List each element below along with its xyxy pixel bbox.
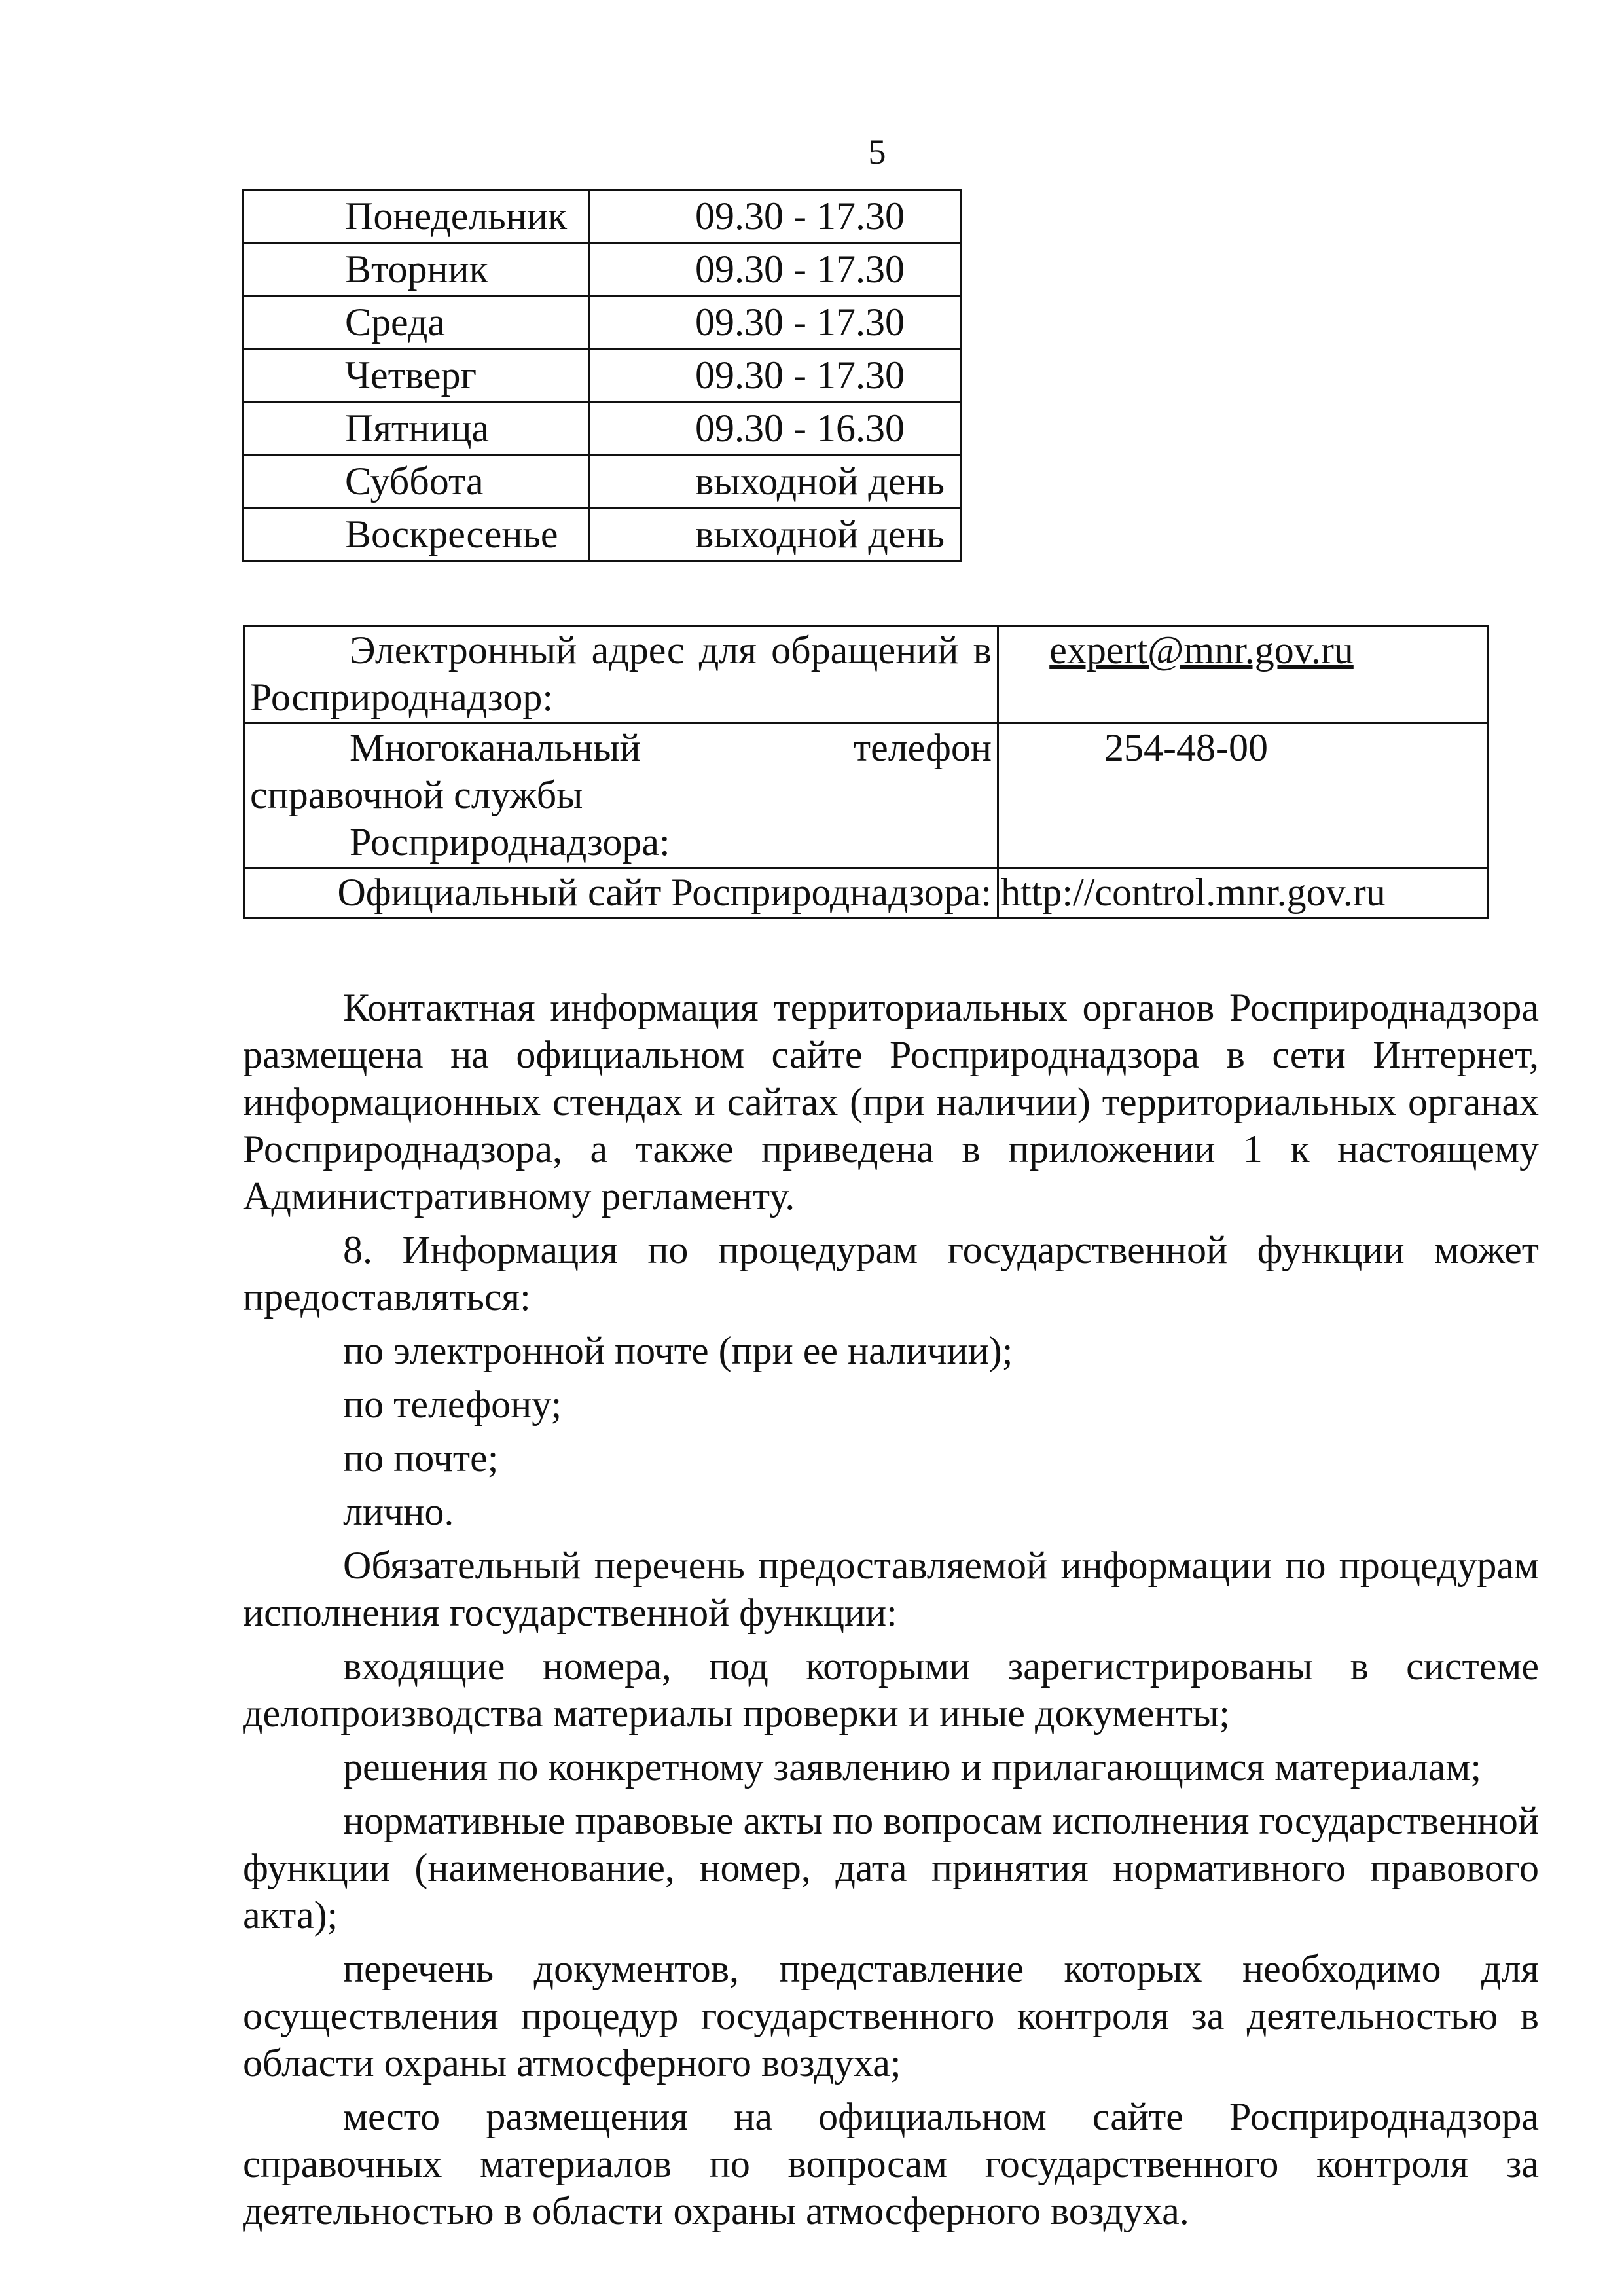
work-schedule-table	[242, 189, 962, 562]
schedule-day: Вторник	[243, 243, 590, 296]
email-label-cell	[244, 626, 998, 723]
schedule-day: Среда	[243, 296, 590, 349]
contacts-row-site	[244, 868, 1489, 919]
body-text	[243, 984, 1539, 2234]
schedule-row	[243, 296, 961, 349]
phone-value: 254-48-00	[1104, 726, 1268, 769]
schedule-row	[243, 190, 961, 243]
list-item: лично.	[343, 1490, 454, 1533]
list-item: решения по конкретному заявлению и прилагающимся материалам;	[343, 1745, 1482, 1789]
phone-label: Многоканальный телефон справочной службы	[250, 726, 992, 816]
list-item: перечень документов, представление которых необходимо для осуществления процедур государственного контроля за деятельностью в области охраны атмосферного воздуха;	[243, 1947, 1539, 2085]
phone-label-continued: Росприроднадзора:	[350, 820, 670, 864]
schedule-day: Четверг	[243, 349, 590, 402]
paragraph: 8. Информация по процедурам государственной функции может предоставляться:	[243, 1228, 1539, 1319]
phone-label-cell	[244, 723, 998, 868]
email-value-cell	[998, 626, 1489, 723]
contacts-row-email	[244, 626, 1489, 723]
schedule-row	[243, 402, 961, 455]
schedule-row	[243, 349, 961, 402]
site-label-cell	[244, 868, 998, 919]
email-link[interactable]: expert@mnr.gov.ru	[1049, 629, 1354, 672]
list-item: по электронной почте (при ее наличии);	[343, 1329, 1013, 1372]
list-item: место размещения на официальном сайте Росприроднадзора справочных материалов по вопросам государственного контроля за деятельностью в области охраны атмосферного воздуха.	[243, 2095, 1539, 2232]
schedule-hours: 09.30 - 17.30	[590, 243, 961, 296]
schedule-hours: 09.30 - 16.30	[590, 402, 961, 455]
site-link[interactable]: http://control.mnr.gov.ru	[1001, 871, 1386, 914]
list-item: по почте;	[343, 1436, 499, 1480]
paragraph: Обязательный перечень предоставляемой информации по процедурам исполнения государственной функции:	[243, 1544, 1539, 1634]
page-number: 5	[868, 132, 886, 172]
schedule-day: Понедельник	[243, 190, 590, 243]
email-label: Электронный адрес для обращений в Росприроднадзор:	[250, 629, 992, 719]
list-item: нормативные правовые акты по вопросам исполнения государственной функции (наименование, номер, дата принятия нормативного правового акта);	[243, 1799, 1539, 1937]
schedule-hours: выходной день	[590, 455, 961, 508]
contacts-row-phone	[244, 723, 1489, 868]
schedule-day: Воскресенье	[243, 508, 590, 561]
contacts-table	[243, 625, 1489, 919]
site-label: Официальный сайт Росприроднадзора:	[337, 871, 992, 914]
schedule-row	[243, 508, 961, 561]
phone-value-cell	[998, 723, 1489, 868]
schedule-hours: 09.30 - 17.30	[590, 190, 961, 243]
schedule-day: Пятница	[243, 402, 590, 455]
site-value-cell	[998, 868, 1489, 919]
schedule-hours: 09.30 - 17.30	[590, 296, 961, 349]
list-item: по телефону;	[343, 1383, 562, 1426]
schedule-hours: 09.30 - 17.30	[590, 349, 961, 402]
schedule-hours: выходной день	[590, 508, 961, 561]
schedule-row	[243, 243, 961, 296]
schedule-day: Суббота	[243, 455, 590, 508]
paragraph: Контактная информация территориальных органов Росприроднадзора размещена на официальном сайте Росприроднадзора в сети Интернет, информационных стендах и сайтах (при наличии) территориальных органах Росприроднадзора, а также приведена в приложении 1 к настоящему Административному регламенту.	[243, 986, 1539, 1218]
list-item: входящие номера, под которыми зарегистрированы в системе делопроизводства материалы проверки и иные документы;	[243, 1645, 1539, 1735]
schedule-row	[243, 455, 961, 508]
